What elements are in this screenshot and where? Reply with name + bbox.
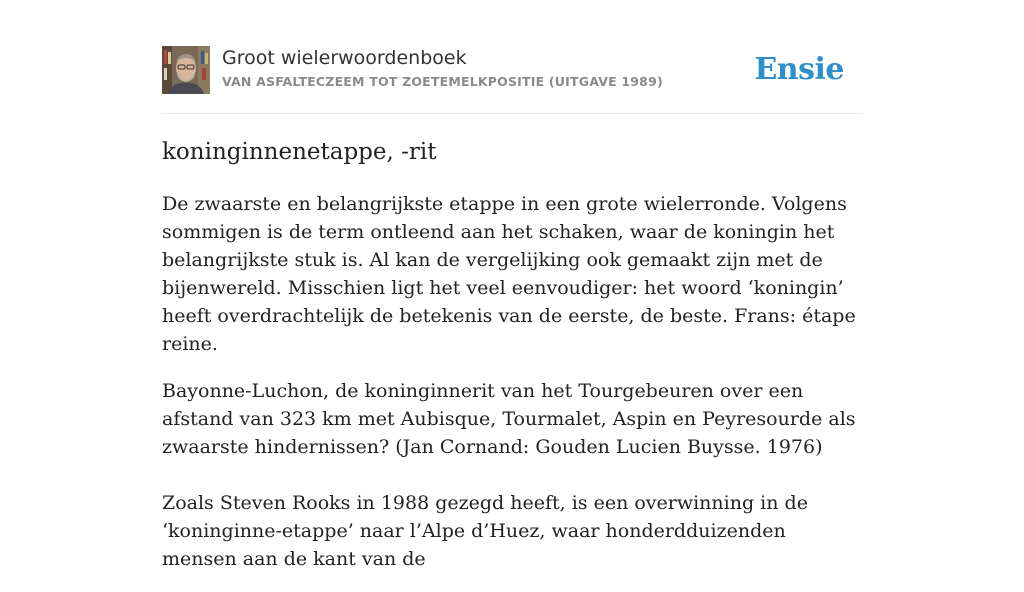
entry-definition: De zwaarste en belangrijkste etappe in een grote wielerronde. Volgens sommigen is de term ontleend aan het schaken, waar de koningin het belangrijkste stuk is. Al kan de vergelijking ook gemaakt zijn met de bijenwereld. Misschien ligt het veel eenvoudiger: het woord ‘koningin’ heeft overdrachtelijk de betekenis van de eerste, de beste. Frans: étape reine. (162, 193, 856, 355)
entry-headword: koninginnenetappe, -rit (162, 139, 437, 165)
author-portrait-icon (162, 46, 210, 94)
entry-quote-2: Zoals Steven Rooks in 1988 gezegd heeft, is een overwinning in de ‘koninginne-etappe’ naar l’Alpe d’Huez, waar honderdduizenden mensen aan de kant van de (162, 492, 808, 570)
source-header (162, 46, 862, 96)
ensie-logo[interactable]: Ensie (754, 52, 844, 87)
entry-content (162, 190, 864, 592)
author-avatar[interactable] (162, 46, 210, 94)
entry-quote-1: Bayonne-Luchon, de koninginnerit van het Tourgebeuren over een afstand van 323 km met Aubisque, Tourmalet, Aspin en Peyresourde als zwaarste hindernissen? (Jan Cornand: Gouden Lucien Buysse. 1976) (162, 380, 856, 458)
source-title[interactable]: Groot wielerwoordenboek (222, 47, 467, 69)
source-subtitle: VAN ASFALTECZEEM TOT ZOETEMELKPOSITIE (UITGAVE 1989) (222, 74, 663, 89)
header-divider (162, 113, 862, 114)
